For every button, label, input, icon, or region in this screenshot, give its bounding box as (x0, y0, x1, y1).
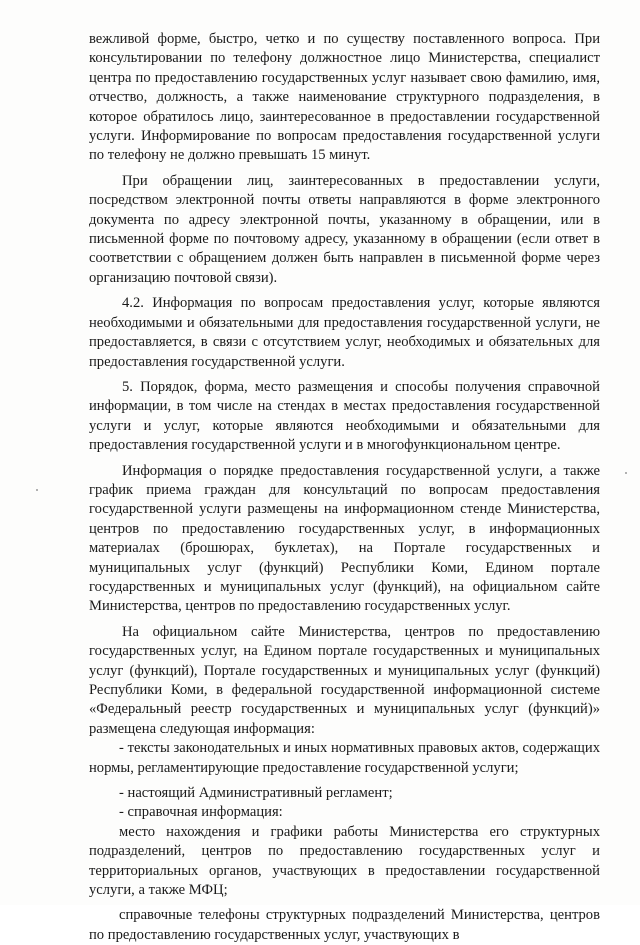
paragraph-5-heading: 5. Порядок, форма, место размещения и способы получения справочной информации, в том числе на стендах в местах предоставления государственной услуги и услуг, которые являются необходимыми и обязательными для предоставления государственной услуги и в многофункциональном центре. (89, 378, 600, 454)
paragraph-4-2: 4.2. Информация по вопросам предоставления услуг, которые являются необходимыми и обязательными для предоставления государственной услуги, не предоставляется, в связи с отсутствием услуг, необходимых и обязательных для предоставления государственной услуги. (89, 295, 600, 370)
list-item-reference-info: - справочная информация: (119, 804, 283, 821)
paragraph-official-site: На официальном сайте Министерства, центров по предоставлению государственных услуг, на Едином портале государственных и муниципальных услуг (функций), Портале государственных и муниципальных услуг (функций) Республики Коми, в федеральной государственной информационной системе «Федеральный реестр государственных и муниципальных услуг (функций)» размещена следующая информация: (89, 623, 600, 737)
paragraph-reference-phones: справочные телефоны структурных подразделений Министерства, центров по предоставлению государственных услуг, участвующих в (89, 907, 600, 943)
list-item-legal-acts: - тексты законодательных и иных нормативных правовых актов, содержащих нормы, регламентирующие предоставление государственной услуги; (89, 740, 600, 776)
paragraph-consultation-phone: вежливой форме, быстро, четко и по существу поставленного вопроса. При консультировании по телефону должностное лицо Министерства, специалист центра по предоставлению государственных услуг называет свою фамилию, имя, отчество, должность, а также наименование структурного подразделения, в которое обратилось лицо, заинтересованное в предоставлении государственной услуги. Информирование по вопросам предоставления государственной услуги по телефону не должно превышать 15 минут. (89, 31, 600, 164)
body-text (89, 30, 600, 945)
scan-speck (36, 489, 38, 491)
paragraph-email-requests: При обращении лиц, заинтересованных в предоставлении услуги, посредством электронной почты ответы направляются в форме электронного документа по адресу электронной почты, указанному в обращении, или в письменной форме по почтовому адресу, указанному в обращении (если ответ в соответствии с обращением должен быть направлен в письменной форме через организацию почтовой связи). (89, 172, 600, 286)
paragraph-info-placement: Информация о порядке предоставления государственной услуги, а также график приема граждан для консультаций по вопросам предоставления государственной услуги размещены на информационном стенде Министерства, центров по предоставлению государственных услуг, в информационных материалах (брошюрах, буклетах), на Портале государственных и муниципальных услуг (функций) Республики Коми, Едином портале государственных и муниципальных услуг (функций), на официальном сайте Министерства, центров по предоставлению государственных услуг. (89, 462, 600, 615)
paragraph-locations-schedules: место нахождения и графики работы Министерства его структурных подразделений, центров по предоставлению государственных услуг и территориальных органов, участвующих в предоставлении государственной услуги, а также МФЦ; (89, 823, 600, 899)
scan-speck (625, 472, 627, 474)
list-item-regulation: - настоящий Административный регламент; (119, 785, 393, 802)
